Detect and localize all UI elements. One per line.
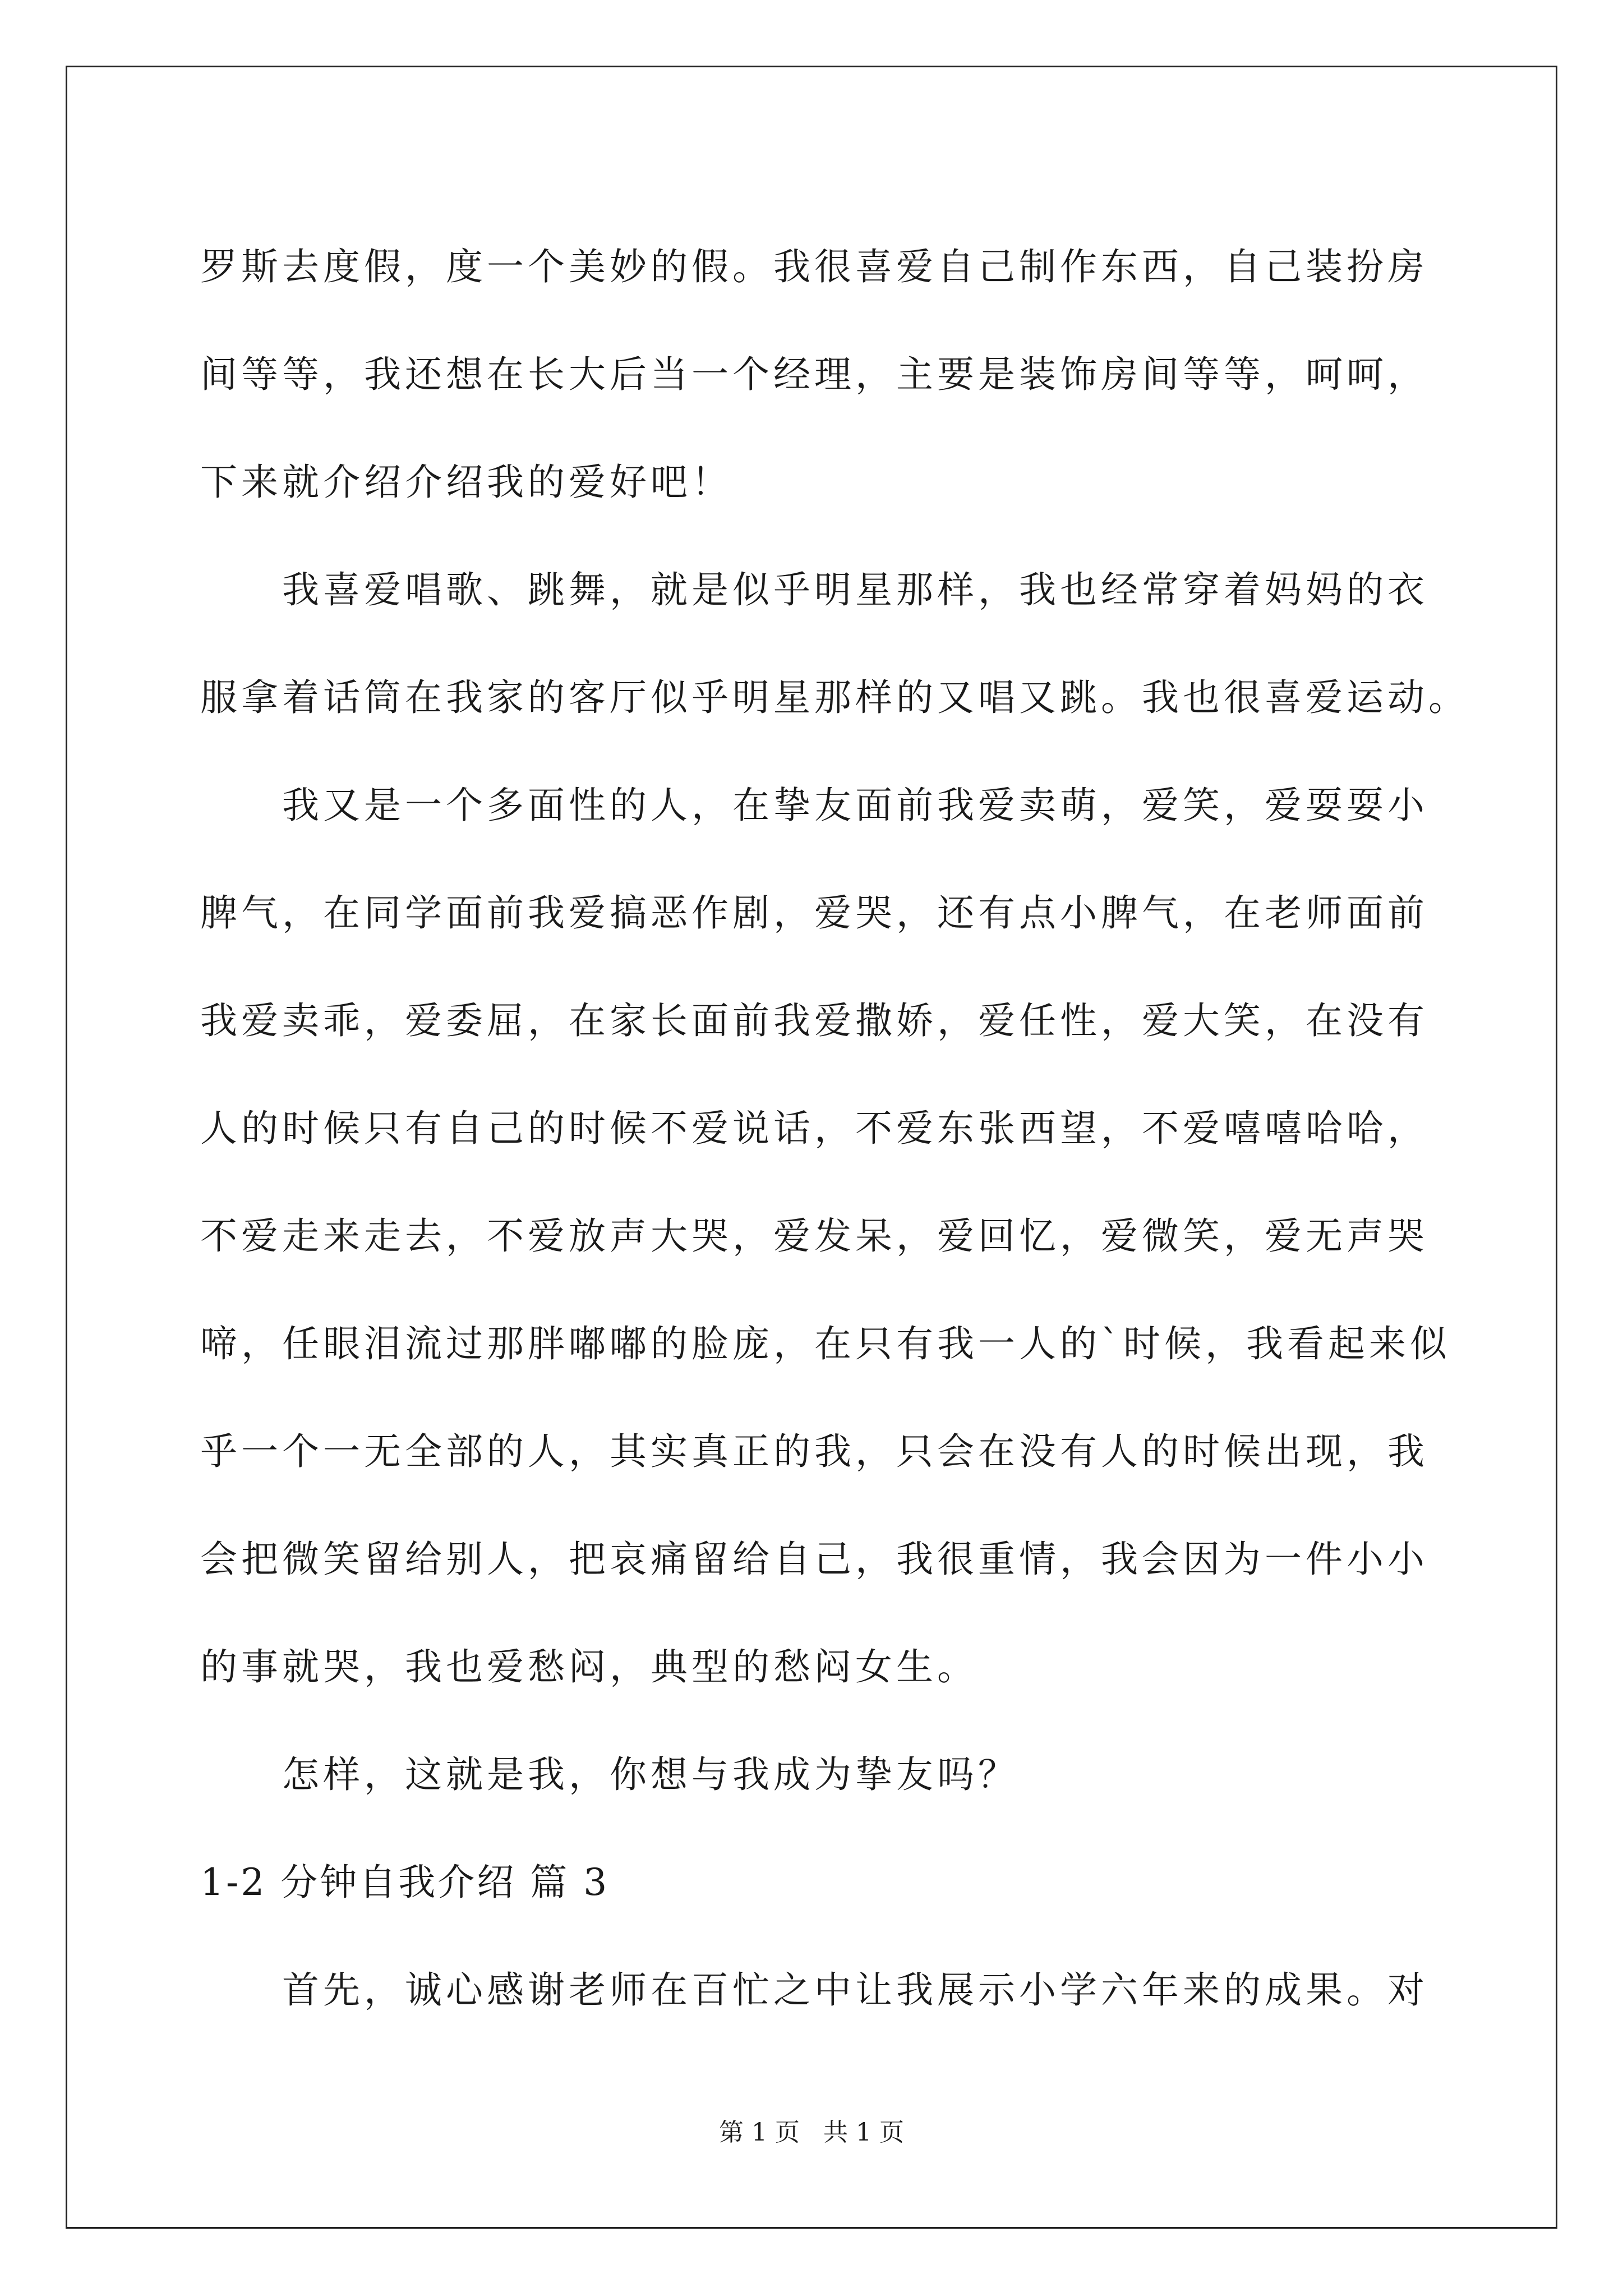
- text-line-12: 乎一个一无全部的人，其实真正的我，只会在没有人的时候出现，我: [200, 1430, 1428, 1473]
- text-line-3: 下来就介绍介绍我的爱好吧！: [200, 461, 732, 504]
- text-line-14: 的事就哭，我也爱愁闷，典型的愁闷女生。: [200, 1645, 978, 1688]
- document-body: [200, 213, 1469, 2044]
- text-line-10: 不爱走来走去，不爱放声大哭，爱发呆，爱回忆，爱微笑，爱无声哭: [200, 1214, 1428, 1258]
- text-line-15: 怎样，这就是我，你想与我成为挚友吗？: [282, 1753, 1019, 1796]
- text-line-8: 我爱卖乖，爱委屈，在家长面前我爱撒娇，爱任性，爱大笑，在没有: [200, 999, 1428, 1042]
- text-line-9: 人的时候只有自己的时候不爱说话，不爱东张西望，不爱嘻嘻哈哈，: [200, 1107, 1428, 1150]
- text-line-4: 我喜爱唱歌、跳舞，就是似乎明星那样，我也经常穿着妈妈的衣: [282, 568, 1428, 611]
- text-line-13: 会把微笑留给别人，把哀痛留给自己，我很重情，我会因为一件小小: [200, 1538, 1428, 1581]
- text-line-1: 罗斯去度假，度一个美妙的假。我很喜爱自己制作东西，自己装扮房: [200, 245, 1428, 288]
- section-heading: 1-2 分钟自我介绍 篇 3: [200, 1861, 610, 1904]
- page-footer: 第 1 页 共 1 页: [719, 2118, 904, 2147]
- text-line-7: 脾气，在同学面前我爱搞恶作剧，爱哭，还有点小脾气，在老师面前: [200, 891, 1428, 935]
- text-line-17: 首先，诚心感谢老师在百忙之中让我展示小学六年来的成果。对: [282, 1968, 1428, 2012]
- text-line-5: 服拿着话筒在我家的客厅似乎明星那样的又唱又跳。我也很喜爱运动。: [200, 676, 1469, 719]
- text-line-6: 我又是一个多面性的人，在挚友面前我爱卖萌，爱笑，爱耍耍小: [282, 784, 1428, 827]
- text-line-2: 间等等，我还想在长大后当一个经理，主要是装饰房间等等，呵呵，: [200, 353, 1428, 396]
- text-line-11: 啼，任眼泪流过那胖嘟嘟的脸庞，在只有我一人的`时候，我看起来似: [200, 1322, 1451, 1365]
